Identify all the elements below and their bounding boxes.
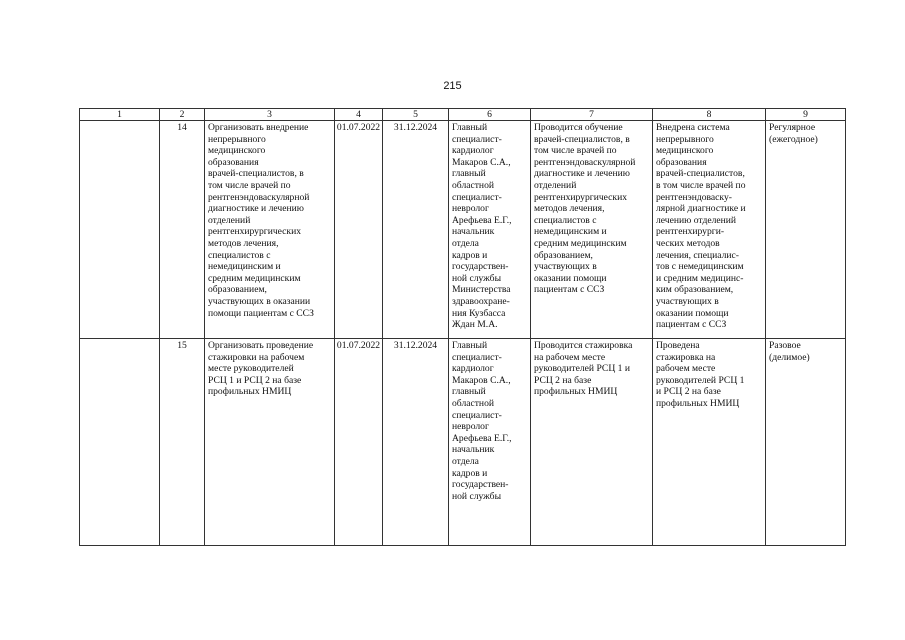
cell-line: Макаров С.А., bbox=[452, 374, 511, 386]
cell-line: профильных НМИЦ bbox=[208, 386, 292, 398]
table-row bbox=[80, 339, 846, 546]
cell-line: участвующих в bbox=[656, 295, 719, 307]
cell-line: средним медицинским bbox=[534, 237, 627, 249]
header-cell: 3 bbox=[205, 109, 335, 121]
cell-line: рентгенхирургических bbox=[534, 191, 628, 203]
cell-line: методов лечения, bbox=[208, 237, 279, 249]
cell-line: Проводится стажировка bbox=[534, 340, 633, 351]
cell-line: ким образованием, bbox=[656, 284, 734, 296]
cell-line: Внедрена система bbox=[656, 122, 730, 133]
empty-cell bbox=[80, 121, 160, 339]
cell-line: рентгенхирурги- bbox=[656, 226, 725, 238]
cell-line: участвующих в оказании bbox=[208, 295, 311, 307]
cell-line: Министерства bbox=[452, 284, 511, 296]
cell-line: том числе врачей по bbox=[208, 179, 291, 191]
cell-line: месте руководителей bbox=[208, 363, 294, 375]
cell-line: Проведена bbox=[656, 340, 700, 351]
cell-line: Арефьева Е.Г., bbox=[452, 432, 512, 444]
cell-line: ной службы bbox=[452, 272, 502, 284]
cell-line: Главный bbox=[452, 340, 488, 351]
cell-line: Организовать внедрение bbox=[208, 122, 309, 133]
cell-line: главный bbox=[452, 168, 486, 180]
cell-line: руководителей РСЦ 1 и bbox=[534, 363, 630, 375]
cell-line: начальник bbox=[452, 444, 495, 456]
cell-line: и РСЦ 2 на базе bbox=[656, 386, 721, 398]
header-cell: 1 bbox=[80, 109, 160, 121]
row-number: 14 bbox=[160, 121, 205, 339]
cell-line: Разовое bbox=[769, 340, 801, 351]
start-date: 01.07.2022 bbox=[335, 339, 383, 546]
cell-line: образования bbox=[208, 156, 259, 168]
cell-line: на рабочем месте bbox=[534, 351, 606, 363]
cell-line: образованием, bbox=[208, 284, 267, 296]
cell-line: государствен- bbox=[452, 479, 509, 491]
cell-line: специалист- bbox=[452, 191, 502, 203]
cell-line: ческих методов bbox=[656, 237, 720, 249]
cell-line: том числе врачей по bbox=[534, 145, 617, 157]
cell-line: диагностике и лечению bbox=[208, 203, 304, 215]
cell-line: рентгенэндоваску- bbox=[656, 191, 732, 203]
cell-line: методов лечения, bbox=[534, 203, 605, 215]
cell-line: участвующих в bbox=[534, 261, 597, 273]
table-row bbox=[80, 121, 846, 339]
header-row bbox=[80, 109, 846, 121]
cell-line: в том числе врачей по bbox=[656, 179, 746, 191]
cell-line: оказании помощи bbox=[656, 307, 729, 319]
header-cell: 8 bbox=[653, 109, 766, 121]
result-cell bbox=[653, 121, 766, 339]
cell-line: медицинского bbox=[208, 145, 266, 157]
cell-line: стажировки на рабочем bbox=[208, 351, 305, 363]
cell-line: тов с немедицинским bbox=[656, 261, 744, 273]
cell-line: рентгенэндоваскулярной bbox=[208, 191, 310, 203]
cell-line: медицинского bbox=[656, 145, 714, 157]
cell-line: (ежегодное) bbox=[769, 133, 818, 145]
cell-line: (делимое) bbox=[769, 351, 810, 363]
task-cell bbox=[205, 121, 335, 339]
cell-line: РСЦ 2 на базе bbox=[534, 374, 592, 386]
header-cell: 6 bbox=[449, 109, 531, 121]
cell-line: профильных НМИЦ bbox=[656, 397, 740, 409]
cell-line: профильных НМИЦ bbox=[534, 386, 618, 398]
cell-line: немедицинским и bbox=[534, 226, 607, 238]
cell-line: Арефьева Е.Г., bbox=[452, 214, 512, 226]
cell-line: невролог bbox=[452, 203, 489, 215]
cell-line: ной службы bbox=[452, 490, 502, 502]
cell-line: Ждан М.А. bbox=[452, 319, 498, 331]
cell-line: Главный bbox=[452, 122, 488, 133]
cell-line: и средним медицинс- bbox=[656, 272, 744, 284]
cell-line: специалист- bbox=[452, 409, 502, 421]
cell-line: ния Кузбасса bbox=[452, 307, 506, 319]
cell-line: образованием, bbox=[534, 249, 593, 261]
cell-line: помощи пациентам с ССЗ bbox=[208, 307, 314, 319]
cell-line: отделений bbox=[208, 214, 251, 226]
responsible-cell bbox=[449, 121, 531, 339]
cell-line: специалист- bbox=[452, 351, 502, 363]
cell-line: отделений bbox=[534, 179, 577, 191]
cell-line: непрерывного bbox=[656, 133, 714, 145]
cell-line: Регулярное bbox=[769, 122, 816, 133]
responsible-cell bbox=[449, 339, 531, 546]
cell-line: кадров и bbox=[452, 249, 488, 261]
cell-line: непрерывного bbox=[208, 133, 266, 145]
frequency-cell bbox=[766, 121, 846, 339]
frequency-cell bbox=[766, 339, 846, 546]
characteristic-cell bbox=[531, 339, 653, 546]
result-cell bbox=[653, 339, 766, 546]
cell-line: начальник bbox=[452, 226, 495, 238]
cell-line: специалистов с bbox=[208, 249, 271, 261]
cell-line: кардиолог bbox=[452, 145, 494, 157]
cell-line: Проводится обучение bbox=[534, 122, 623, 133]
cell-line: отдела bbox=[452, 455, 479, 467]
cell-line: врачей-специалистов, в bbox=[208, 168, 304, 180]
header-cell: 7 bbox=[531, 109, 653, 121]
cell-line: врачей-специалистов, bbox=[656, 168, 745, 180]
cell-line: Макаров С.А., bbox=[452, 156, 511, 168]
cell-line: отдела bbox=[452, 237, 479, 249]
end-date: 31.12.2024 bbox=[383, 121, 449, 339]
cell-line: немедицинским и bbox=[208, 261, 281, 273]
task-cell bbox=[205, 339, 335, 546]
cell-line: невролог bbox=[452, 421, 489, 433]
cell-line: рентгенхирургических bbox=[208, 226, 302, 238]
cell-line: лечению отделений bbox=[656, 214, 737, 226]
measures-table bbox=[79, 108, 846, 546]
cell-line: рентгенэндоваскулярной bbox=[534, 156, 636, 168]
cell-line: врачей-специалистов, в bbox=[534, 133, 630, 145]
cell-line: здравоохране- bbox=[452, 295, 510, 307]
header-cell: 2 bbox=[160, 109, 205, 121]
cell-line: государствен- bbox=[452, 261, 509, 273]
cell-line: пациентам с ССЗ bbox=[534, 284, 605, 296]
row-number: 15 bbox=[160, 339, 205, 546]
characteristic-cell bbox=[531, 121, 653, 339]
header-cell: 9 bbox=[766, 109, 846, 121]
cell-line: главный bbox=[452, 386, 486, 398]
cell-line: кадров и bbox=[452, 467, 488, 479]
cell-line: областной bbox=[452, 179, 495, 191]
cell-line: специалистов с bbox=[534, 214, 597, 226]
empty-cell bbox=[80, 339, 160, 546]
cell-line: лечения, специалис- bbox=[656, 249, 740, 261]
header-cell: 4 bbox=[335, 109, 383, 121]
cell-line: РСЦ 1 и РСЦ 2 на базе bbox=[208, 374, 302, 386]
cell-line: рабочем месте bbox=[656, 363, 716, 375]
header-cell: 5 bbox=[383, 109, 449, 121]
end-date: 31.12.2024 bbox=[383, 339, 449, 546]
cell-line: специалист- bbox=[452, 133, 502, 145]
cell-line: руководителей РСЦ 1 bbox=[656, 374, 745, 386]
page-number: 215 bbox=[443, 80, 462, 92]
cell-line: диагностике и лечению bbox=[534, 168, 630, 180]
cell-line: областной bbox=[452, 397, 495, 409]
cell-line: оказании помощи bbox=[534, 272, 607, 284]
cell-line: стажировка на bbox=[656, 351, 716, 363]
cell-line: лярной диагностике и bbox=[656, 203, 746, 215]
cell-line: средним медицинским bbox=[208, 272, 301, 284]
cell-line: образования bbox=[656, 156, 707, 168]
start-date: 01.07.2022 bbox=[335, 121, 383, 339]
cell-line: кардиолог bbox=[452, 363, 494, 375]
cell-line: пациентам с ССЗ bbox=[656, 319, 727, 331]
cell-line: Организовать проведение bbox=[208, 340, 314, 351]
